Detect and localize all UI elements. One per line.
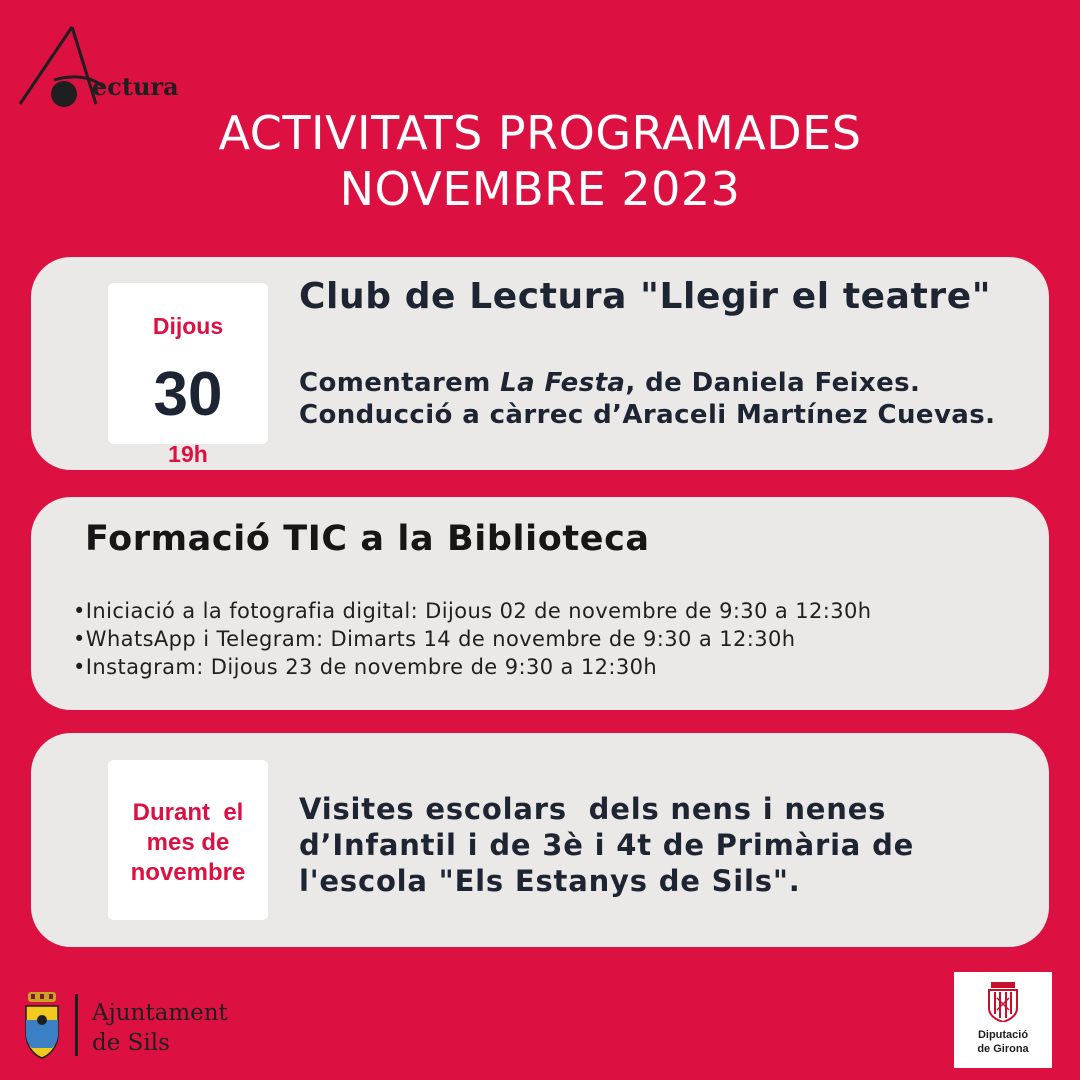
diputacio-girona-logo	[954, 972, 1052, 1068]
date-box	[108, 283, 268, 467]
date-line1: Durant el	[132, 799, 244, 826]
event-card-visites-escolars	[31, 733, 1049, 947]
date-box	[108, 760, 268, 920]
event-card-club-lectura	[31, 257, 1049, 470]
date-line3: novembre	[130, 859, 246, 886]
desc-line2: Conducció a càrrec d’Araceli Martínez Cuevas.	[299, 400, 996, 430]
diputacio-text	[954, 1028, 1052, 1056]
event-description	[299, 367, 1039, 431]
footer-divider	[75, 994, 78, 1056]
sils-coat-of-arms-icon	[22, 990, 62, 1060]
diputacio-line2: de Girona	[977, 1043, 1029, 1055]
event-title: Formació TIC a la Biblioteca	[85, 519, 650, 559]
page-title-line2: NOVEMBRE 2023	[339, 162, 741, 216]
date-time: 19h	[168, 441, 208, 467]
ajuntament-line2: de Sils	[92, 1030, 170, 1056]
session-list	[73, 597, 871, 681]
diputacio-line1: Diputació	[977, 1029, 1029, 1041]
list-item: • WhatsApp i Telegram: Dimarts 14 de novembre de 9:30 a 12:30h	[73, 625, 871, 653]
desc-prefix: Comentarem	[299, 368, 501, 398]
logo-text: ectura	[92, 72, 179, 101]
event-card-formacio-tic	[31, 497, 1049, 710]
book-title: La Festa	[500, 368, 626, 398]
ajuntament-line1: Ajuntament	[92, 1000, 228, 1026]
date-day-number: 30	[153, 360, 223, 429]
desc-suffix: , de Daniela Feixes.	[625, 368, 921, 398]
date-line2: mes de	[146, 829, 230, 856]
page-title-line1: ACTIVITATS PROGRAMADES	[218, 106, 862, 160]
date-day-name: Dijous	[152, 313, 224, 339]
date-text	[108, 798, 268, 888]
ajuntament-sils-logo-text	[92, 998, 228, 1058]
list-item: • Iniciació a la fotografia digital: Dijous 02 de novembre de 9:30 a 12:30h	[73, 597, 871, 625]
list-item: • Instagram: Dijous 23 de novembre de 9:30 a 12:30h	[73, 653, 871, 681]
event-title: Club de Lectura "Llegir el teatre"	[299, 276, 992, 317]
event-description: Visites escolars dels nens i nenes d’Infantil i de 3è i 4t de Primària de l'escola "Els Estanys de Sils".	[299, 792, 926, 898]
diputacio-emblem-icon	[987, 982, 1019, 1022]
